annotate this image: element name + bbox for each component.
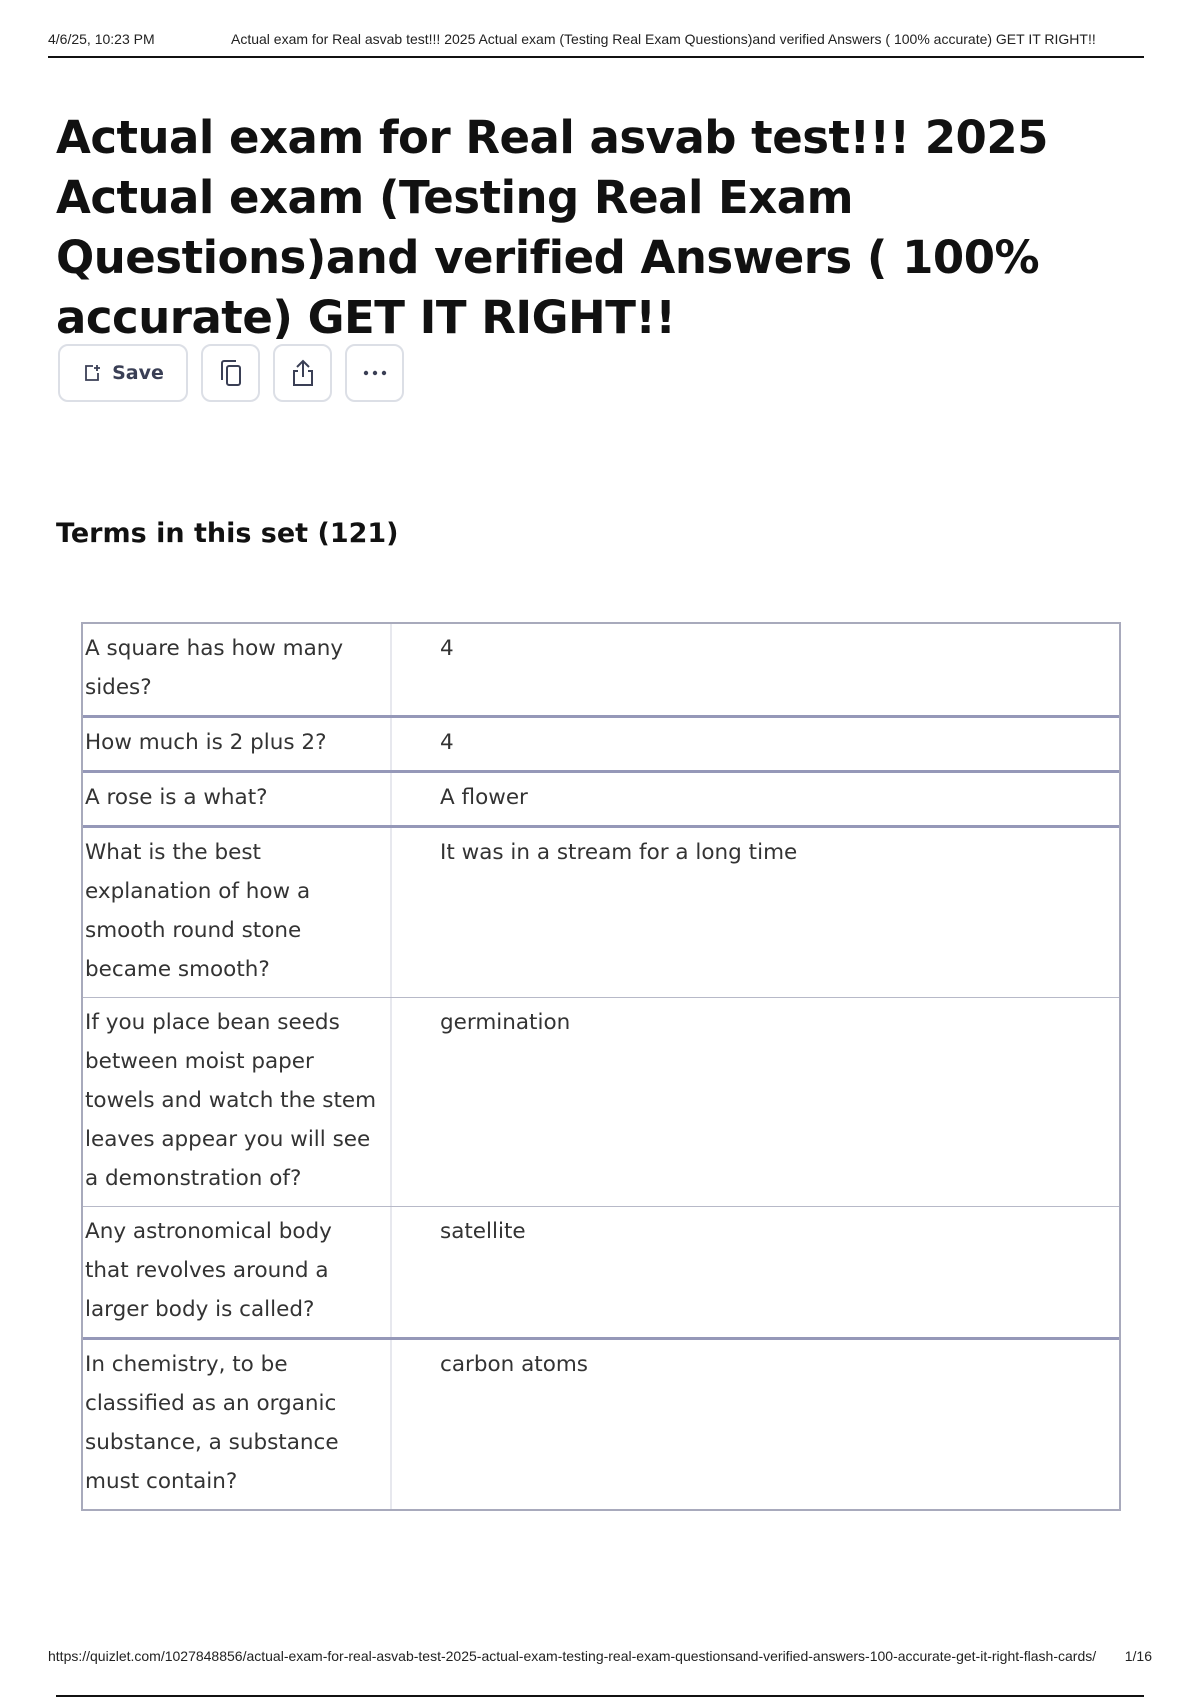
footer-divider <box>56 1695 1144 1697</box>
more-options-button[interactable] <box>345 344 404 402</box>
term-row <box>83 997 1119 1206</box>
definition-text: carbon atoms <box>440 1352 589 1377</box>
term-text: How much is 2 plus 2? <box>83 718 392 770</box>
more-icon <box>361 369 389 377</box>
term-row <box>83 1337 1119 1509</box>
term-text: What is the best explanation of how a smooth round stone became smooth? <box>83 828 392 997</box>
print-url[interactable]: https://quizlet.com/1027848856/actual-exam-for-real-asvab-test-2025-actual-exam-testing-real-exam-questionsand-verified-answers-100-accurate-get-it-right-flash-cards/ <box>48 1648 1097 1664</box>
term-row <box>83 624 1119 715</box>
definition-text: A flower <box>440 785 528 810</box>
terms-table <box>81 622 1121 1511</box>
copy-icon <box>217 358 245 388</box>
term-row <box>83 715 1119 770</box>
term-text: A rose is a what? <box>83 773 392 825</box>
page-number: 1/16 <box>1124 1648 1152 1664</box>
term-row <box>83 770 1119 825</box>
save-button[interactable] <box>58 344 188 402</box>
print-header <box>48 30 1144 58</box>
print-doc-title: Actual exam for Real asvab test!!! 2025 Actual exam (Testing Real Exam Questions)and verified Answers ( 100% accurate) GET IT RIGHT!! <box>231 31 1096 47</box>
definition-text: germination <box>440 1010 571 1035</box>
page-title: Actual exam for Real asvab test!!! 2025 Actual exam (Testing Real Exam Questions)and verified Answers ( 100% accurate) GET IT RIGHT!! <box>56 111 1048 344</box>
print-date: 4/6/25, 10:23 PM <box>48 31 155 47</box>
definition-text: 4 <box>440 730 454 755</box>
save-icon <box>82 363 102 383</box>
terms-heading: Terms in this set (121) <box>56 518 399 549</box>
term-text: Any astronomical body that revolves around a larger body is called? <box>83 1207 392 1337</box>
definition-text: It was in a stream for a long time <box>440 840 798 865</box>
term-text: A square has how many sides? <box>83 624 392 715</box>
save-label: Save <box>112 362 164 384</box>
term-text: If you place bean seeds between moist paper towels and watch the stem leaves appear you will see a demonstration of? <box>83 998 392 1206</box>
share-button[interactable] <box>273 344 332 402</box>
copy-button[interactable] <box>201 344 260 402</box>
term-row <box>83 1206 1119 1337</box>
share-icon <box>289 358 317 388</box>
definition-text: satellite <box>440 1219 526 1244</box>
term-text: In chemistry, to be classified as an organic substance, a substance must contain? <box>83 1340 392 1509</box>
definition-text: 4 <box>440 636 454 661</box>
term-row <box>83 825 1119 997</box>
